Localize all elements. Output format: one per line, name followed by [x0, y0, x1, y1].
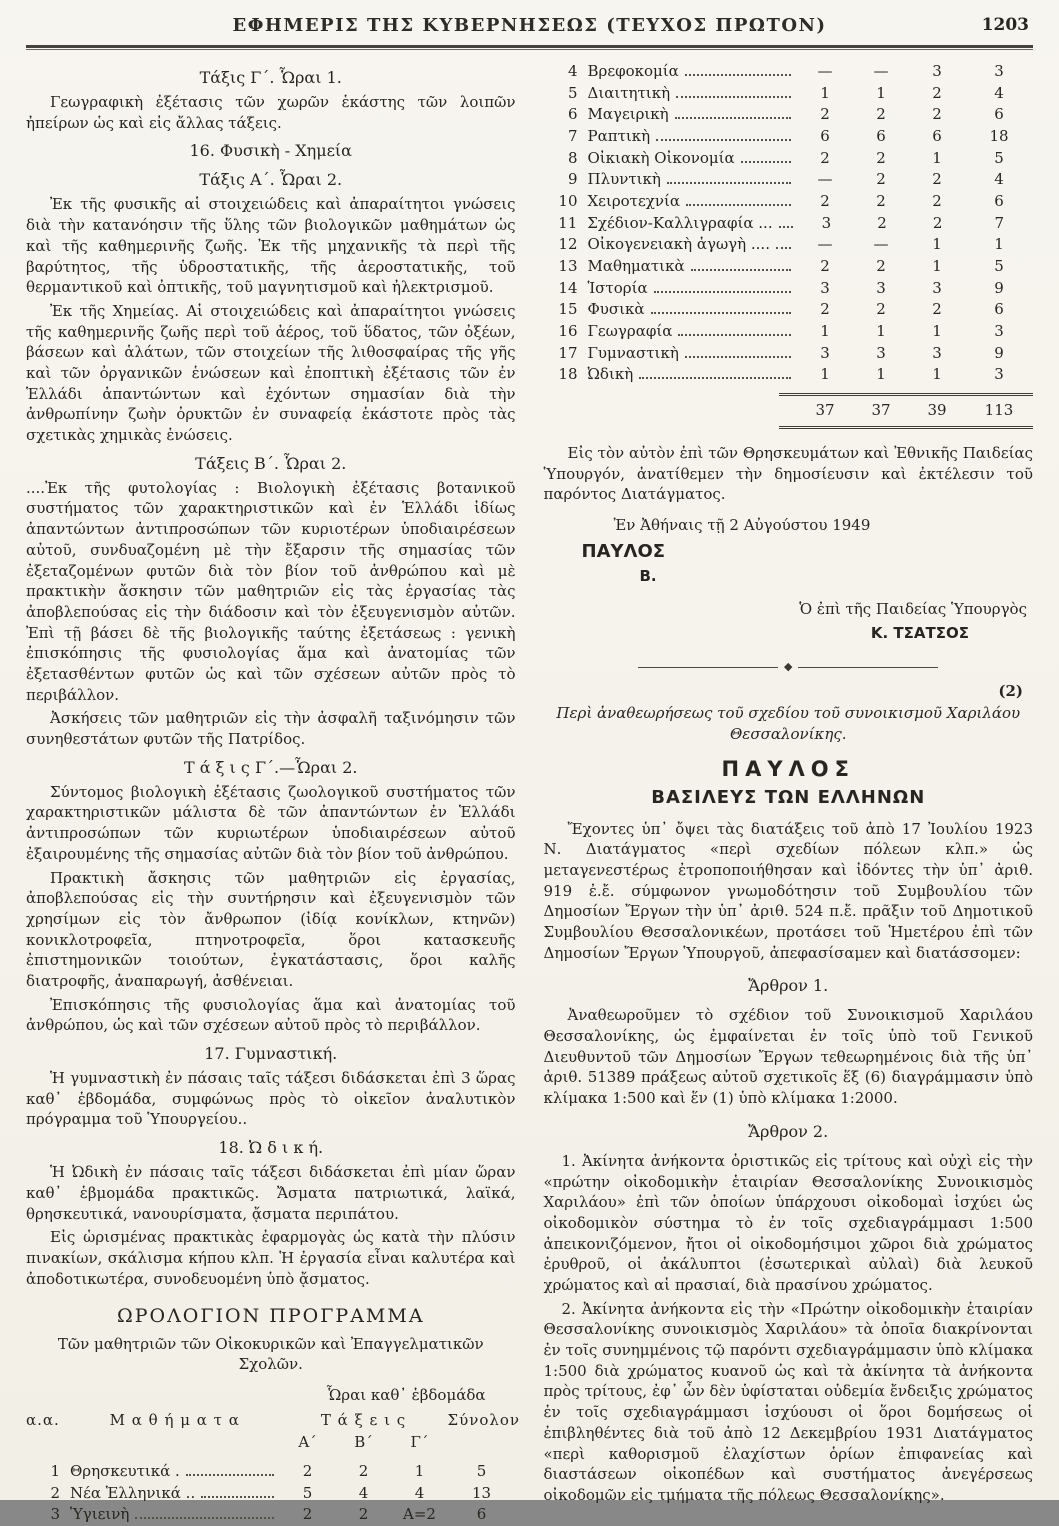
dot-leader — [685, 356, 791, 358]
hours-class-c: 1 — [932, 148, 942, 167]
hours-total: 1 — [994, 235, 1004, 254]
timetable-hours-label: Ὧραι καθ᾽ ἑβδομάδα — [326, 1385, 486, 1404]
article-2-paragraph-1: 1. Ἀκίνητα ἀνήκοντα ὁριστικῶς εἰς τρίτους καὶ οὐχὶ εἰς τὴν «πρώτην οἰκοδομικὴν ἑταιρίαν Θεσσαλονίκης Συνοικισμὸς Χαριλάου» ἐπὶ τῶν ὁποίων ὑπάρχουσι οἰκοδομαὶ ἰσχύει ὡς οἰκοδομικὸν σύστημα τὸ ἐν τοῖς σχεδιαγράμμασι 1:500 ἀπεικονιζόμενον, ἤτοι οἱ οἰκοδομήσιμοι χῶροι διὰ χρώματος ἐρυθροῦ, οἱ ἀκάλυπτοι (ἐσωτερικαὶ αὐλαὶ) διὰ λευκοῦ χρώματος καὶ αἱ πρασιαί, διὰ πρασίνου χρώματος. — [543, 1151, 1033, 1295]
timetable-rows-left — [26, 1461, 516, 1525]
paragraph: Ἀσκήσεις τῶν μαθητριῶν εἰς τὴν ἀσφαλῆ ταξινόμησιν τῶν συνηθεστάτων φυτῶν τῆς Πατρίδος. — [26, 709, 516, 749]
dot-leader — [656, 139, 791, 141]
timetable-row — [544, 278, 1034, 299]
timetable-column-headers — [26, 1410, 521, 1431]
subject-name: Ὑγιεινὴ — [70, 1505, 130, 1524]
timetable-row — [26, 1483, 516, 1504]
hours-class-b: 2 — [876, 105, 886, 124]
hours-class-a: 5 — [302, 1483, 313, 1502]
paragraph: Ἡ γυμναστικὴ ἐν πάσαις ταῖς τάξεσι διδάσκεται ἐπὶ 3 ὥρας καθ᾽ ἑβδομάδα, συμφώνως πρὸς τὸ οἰκεῖον ἀναλυτικὸν πρόγραμμα τοῦ Ὑπουργείου.. — [26, 1069, 516, 1129]
hours-total: 3 — [994, 61, 1004, 80]
subject-name: Γυμναστικὴ — [587, 343, 679, 362]
minister-title: Ὁ ἐπὶ τῆς Παιδείας Ὑπουργὸς — [799, 600, 1027, 619]
hours-class-c: 3 — [932, 61, 942, 80]
hours-total: 6 — [994, 300, 1004, 319]
hours-class-a: — — [817, 61, 833, 80]
paragraph: Ἐκ τῆς φυσικῆς αἱ στοιχειώδεις καὶ ἀπαραίτητοι γνώσεις διὰ τὴν κατανόησιν τῆς ὕλης τῶν βιολογικῶν μαθημάτων ὡς καὶ τῆς καθημερινῆς ζωῆς. Ἐκ τῆς μηχανικῆς τὰ περὶ τῆς βαρύτητος, τῆς ὑδροστατικῆς, τῆς ἀεροστατικῆς, τοῦ θερμαντικοῦ καὶ ὀπτικῆς, τοῦ μαγνητισμοῦ καὶ ἠλεκτρισμοῦ. — [26, 195, 516, 297]
subject-name: Διαιτητικὴ — [587, 83, 671, 102]
paragraph: Ἐπισκόπησις τῆς φυσιολογίας ἅμα καὶ ἀνατομίας τοῦ ἀνθρώπου, ὡς καὶ τῶν σχέσεων αὐτοῦ πρὸς τὸ περιβάλλον. — [26, 995, 516, 1035]
subject-name: Βρεφοκομία — [587, 61, 679, 80]
timetable-class-labels — [26, 1432, 516, 1453]
subject-name: Μαγειρικὴ — [587, 105, 669, 124]
king-name: ΠΑΥΛΟΣ — [721, 756, 855, 781]
article-2-heading: Ἄρθρον 2. — [748, 1121, 829, 1141]
hours-class-a: 1 — [820, 365, 830, 384]
row-index: 2 — [50, 1483, 60, 1502]
article-1-heading: Ἄρθρον 1. — [748, 976, 829, 996]
col-header-classes: Τ ά ξ ε ι ς — [320, 1410, 407, 1429]
dot-leader — [639, 377, 791, 379]
hours-class-a: 3 — [821, 213, 832, 232]
hours-class-c: Α=2 — [403, 1505, 436, 1524]
row-index: 11 — [558, 213, 578, 232]
hours-total: 6 — [994, 191, 1004, 210]
hours-class-c: 1 — [932, 235, 942, 254]
hours-total: 9 — [994, 278, 1004, 297]
timetable-row — [544, 299, 1034, 320]
subject-name: Οἰκιακὴ Οἰκονομία — [587, 148, 735, 167]
paragraph: Ἐκ τῆς Χημείας. Αἱ στοιχειώδεις καὶ ἀπαραίτητοι γνώσεις τῆς καθημερινῆς ζωῆς περὶ τοῦ ἀέρος, τοῦ ὕδατος, τῶν ὀξέων, βάσεων καὶ ἁλάτων, τῶν στοιχείων τῆς λιθοσφαίρας τῆς γῆς καὶ τῶν ὀργανικῶν ἑνώσεων καὶ ἐποπτικὴ ἐξέτασις τῶν ἐν Ἑλλάδι ἀπαντώντων καὶ ἐχόντων σημασίαν διὰ τὴν ἀνθρωπίνην ζωὴν ὀρυκτῶν ἐν συναφείᾳ ἑκάστοτε πρὸς τὰς σχετικὰς χημικὰς ἑνώσεις. — [26, 301, 516, 444]
delegation-paragraph: Εἰς τὸν αὐτὸν ἐπὶ τῶν Θρησκευμάτων καὶ Ἐθνικῆς Παιδείας Ὑπουργόν, ἀνατίθεμεν τὴν δημοσίευσιν καὶ ἐκτέλεσιν τοῦ παρόντος Διατάγματος. — [543, 443, 1033, 504]
hours-class-a: 3 — [820, 278, 830, 297]
dot-leader — [686, 204, 791, 206]
dot-leader — [779, 226, 793, 228]
hours-class-a: 2 — [820, 191, 830, 210]
hours-class-c: 1 — [932, 322, 942, 341]
paragraph: Σύντομος βιολογικὴ ἐξέτασις ζωολογικοῦ συστήματος τῶν χαρακτηριστικῶν μάλιστα δὲ τῶν ἀπαντώντων ἐν Ἑλλάδι ἀντιπροσώπων τῶν κυριωτέρων ὑποδιαιρέσεων αὐτοῦ ἐξαιρουμένης τῆς σημασίας αὐτῶν διὰ τὸν βίον τοῦ ἀνθρώπου. — [26, 782, 516, 863]
dot-leader — [675, 117, 791, 119]
subject-name: Οἰκογενειακὴ ἀγωγὴ .... — [587, 235, 770, 254]
col-header-total: Σύνολον — [447, 1410, 521, 1429]
diamond-icon: ◆ — [784, 660, 793, 674]
hours-class-c: 2 — [932, 83, 942, 102]
total-class-c: 39 — [927, 401, 947, 420]
king-title: ΒΑΣΙΛΕΥΣ ΤΩΝ ΕΛΛΗΝΩΝ — [651, 786, 926, 808]
left-column — [26, 60, 521, 1526]
signature-date: Ἐν Ἀθήναις τῇ 2 Αὐγούστου 1949 — [613, 515, 871, 534]
subject-name: Θρησκευτικά . — [70, 1462, 180, 1481]
timetable-row — [544, 343, 1034, 364]
hours-class-b: 2 — [358, 1505, 369, 1524]
timetable-totals-box — [779, 393, 1033, 429]
article-1-text: Ἀναθεωροῦμεν τὸ σχέδιον τοῦ Συνοικισμοῦ Χαριλάου Θεσσαλονίκης, ὡς ἐμφαίνεται ἐν τοῖς ὑπὸ τοῦ Γενικοῦ Διευθυντοῦ τῶν Δημοσίων Ἔργων τεθεωρημένοις διὰ τῆς ὑπ᾽ ἀριθ. 51389 πράξεως αὐτοῦ σχετικοῖς ἕξ (6) διαγράμμασιν ὑπὸ κλίμακα 1:500 καὶ ἕν (1) ὑπὸ κλίμακα 1:2000. — [543, 1006, 1033, 1108]
dot-leader — [691, 269, 791, 271]
hours-class-c: 3 — [932, 278, 942, 297]
hours-total: 7 — [994, 213, 1005, 232]
two-column-layout — [26, 60, 1033, 1526]
dot-leader — [651, 312, 791, 314]
subject-name: Νέα Ἑλληνικά .. — [70, 1483, 196, 1502]
timetable-title: ΩΡΟΛΟΓΙΟΝ ΠΡΟΓΡΑΜΜΑ — [116, 1305, 425, 1328]
heading-class-b-hours2: Τάξεις Β΄. Ὧραι 2. — [195, 453, 347, 473]
hours-class-b: — — [873, 61, 889, 80]
row-index: 18 — [558, 365, 578, 384]
hours-total: 6 — [994, 105, 1004, 124]
divider-line — [638, 667, 778, 668]
hours-total: 3 — [994, 365, 1004, 384]
paragraph: Εἰς ὡρισμένας πρακτικὰς ἐφαρμογὰς ὡς κατὰ τὴν πλύσιν πινακίων, σκάλισμα κήπου κλπ. Ἡ ἐργασία εἶναι καλυτέρα καὶ ἀποδοτικωτέρα, συνοδευομένη ὑπὸ ᾄσματος. — [26, 1228, 516, 1288]
header-rule — [26, 45, 1033, 50]
heading-subject-17: 17. Γυμναστική. — [204, 1044, 338, 1064]
hours-class-c: 2 — [932, 300, 942, 319]
dot-leader — [741, 161, 791, 163]
subject-name: Πλυντικὴ — [587, 170, 661, 189]
heading-subject-16: 16. Φυσικὴ - Χημεία — [189, 141, 352, 161]
gazette-title: ΕΦΗΜΕΡΙΣ ΤΗΣ ΚΥΒΕΡΝΗΣΕΩΣ (ΤΕΥΧΟΣ ΠΡΩΤΟΝ) — [232, 15, 827, 36]
king-signature: ΠΑΥΛΟΣ — [581, 540, 666, 562]
row-index: 7 — [567, 126, 578, 145]
hours-class-b: 1 — [876, 83, 886, 102]
hours-class-c: 2 — [932, 170, 942, 189]
king-initial: Β. — [639, 567, 657, 586]
right-column — [544, 60, 1034, 1526]
timetable-row — [544, 213, 1034, 234]
hours-class-a: 3 — [820, 343, 830, 362]
article-2-paragraph-2: 2. Ἀκίνητα ἀνήκοντα εἰς τὴν «Πρώτην οἰκοδομικὴν ἑταιρίαν Θεσσαλονίκης συνοικισμὸς Χαριλάου» τὰ ὁποῖα διακρίνονται ἐν τοῖς συνημμένοις τῷ παρόντι σχεδιαγράμμασιν ὑπὸ κλίμακα 1:500 διὰ χρώματος κυανοῦ ὡς καὶ τὰ ἀκίνητα τὰ ἀνήκοντα πρὸς τρίτους, ἐφ᾽ ὧν δὲν ὑφίσταται οὐδεμία ἔνδειξις χρώματος ἐν τοῖς σχεδιαγράμμασι ἰσχύουσι οἱ ὅροι δομήσεως οἱ ἐπιβληθέντες διὰ τοῦ ἀπὸ 12 Δεκεμβρίου 1931 Διατάγματος «περὶ καθορισμοῦ ἐλαχίστων ὁρίων ἐπιφανείας καὶ διαστάσεων οἰκοπέδων καὶ συστήματος ἀνεγέρσεως οἰκοδομῶν εἰς τμήματα τῆς πόλεως Θεσσαλονίκης». — [543, 1299, 1033, 1504]
timetable-row — [544, 126, 1034, 147]
timetable-row — [544, 364, 1034, 385]
paragraph: Πρακτικὴ ἄσκησις τῶν μαθητριῶν εἰς ἐργασίας, ἀποβλεπούσας εἰς τὴν συντήρησιν καὶ ἐξευγενισμὸν τῶν χρησίμων εἰς τὸν ἄνθρωπον (ἰδίᾳ κονίκλων, κτηνῶν) κονικλοτροφεῖα, πτηνοτροφεῖα, ὅροι κατασκευῆς ἐπιστημονικῶν τοιούτων, ἐγκατάστασις, ὅροι καλῆς διατροφῆς, ἀναπαρωγή, ἀσθένειαι. — [26, 868, 516, 990]
hours-total: 5 — [994, 148, 1004, 167]
hours-class-b: 3 — [876, 278, 886, 297]
timetable-row — [544, 321, 1034, 342]
dot-leader — [186, 1474, 274, 1476]
subject-name: Γεωγραφία — [587, 322, 673, 341]
hours-class-a: 2 — [820, 105, 830, 124]
section-divider — [638, 659, 938, 674]
class-label-a: Α΄ — [298, 1433, 317, 1452]
hours-total: 18 — [989, 126, 1009, 145]
row-index: 4 — [567, 61, 578, 80]
row-index: 9 — [567, 170, 578, 189]
hours-class-a: 1 — [820, 83, 830, 102]
row-index: 6 — [567, 105, 578, 124]
dot-leader — [678, 334, 791, 336]
heading-subject-18: 18. Ὠ δ ι κ ή. — [218, 1138, 324, 1158]
timetable-row — [26, 1504, 516, 1525]
hours-total: 5 — [476, 1462, 487, 1481]
hours-class-a: — — [817, 235, 833, 254]
hours-class-c: 4 — [414, 1483, 425, 1502]
timetable-totals-row — [544, 393, 1034, 429]
timetable-row — [544, 104, 1034, 125]
dot-leader — [135, 1517, 273, 1519]
hours-class-b: — — [873, 235, 889, 254]
hours-class-b: 2 — [876, 170, 886, 189]
class-label-c: Γ΄ — [410, 1433, 429, 1452]
hours-total: 3 — [994, 322, 1004, 341]
dot-leader — [201, 1496, 273, 1498]
hours-class-c: 2 — [932, 105, 942, 124]
hours-class-c: 2 — [932, 191, 942, 210]
heading-class-c-hours1: Τάξις Γ΄. Ὧραι 1. — [199, 67, 342, 87]
class-label-b: Β΄ — [354, 1433, 373, 1452]
row-index: 13 — [558, 257, 578, 276]
row-index: 14 — [558, 278, 578, 297]
hours-class-c: 6 — [932, 126, 942, 145]
paragraph: Γεωγραφικὴ ἐξέτασις τῶν χωρῶν ἑκάστης τῶν λοιπῶν ἠπείρων ὡς καὶ εἰς ἄλλας τάξεις. — [26, 92, 516, 132]
hours-class-a: 2 — [820, 257, 830, 276]
hours-class-b: 2 — [876, 148, 886, 167]
hours-total: 13 — [471, 1483, 492, 1502]
row-index: 5 — [567, 83, 578, 102]
paragraph: Ἡ Ὠδικὴ ἐν πάσαις ταῖς τάξεσι διδάσκεται ἐπὶ μίαν ὥραν καθ᾽ ἑβμομάδα πρακτικῶς. Ἄσματα πατριωτικά, λαϊκά, θρησκευτικά, νανουρίσματα, ᾄσματα περιπάτου. — [26, 1163, 516, 1223]
hours-class-c: 2 — [932, 213, 943, 232]
subject-name: Μαθηματικὰ — [587, 257, 685, 276]
hours-class-c: 3 — [932, 343, 942, 362]
hours-class-b: 3 — [876, 343, 886, 362]
timetable-subtitle: Τῶν μαθητριῶν τῶν Οἰκοκυρικῶν καὶ Ἐπαγγελματικῶν Σχολῶν. — [57, 1334, 484, 1374]
heading-class-a-hours2: Τάξις Α΄. Ὧραι 2. — [199, 170, 343, 190]
timetable-row — [544, 148, 1034, 169]
hours-class-b: 2 — [876, 191, 886, 210]
total-class-b: 37 — [871, 401, 891, 420]
dot-leader — [667, 182, 791, 184]
hours-class-a: 2 — [820, 300, 830, 319]
decree-number: (2) — [998, 681, 1023, 700]
hours-total: 4 — [994, 170, 1004, 189]
hours-total: 4 — [994, 83, 1004, 102]
hours-class-b: 2 — [358, 1462, 369, 1481]
hours-class-b: 2 — [877, 213, 887, 232]
hours-class-b: 2 — [876, 300, 886, 319]
row-index: 3 — [50, 1505, 60, 1524]
subject-name: Σχέδιον-Καλλιγραφία ... — [587, 213, 773, 232]
hours-class-c: 1 — [414, 1462, 425, 1481]
hours-total: 9 — [994, 343, 1004, 362]
timetable-row — [544, 61, 1034, 82]
total-class-a: 37 — [815, 401, 835, 420]
timetable-row — [544, 83, 1034, 104]
dot-leader — [685, 74, 791, 76]
hours-class-c: 1 — [932, 257, 942, 276]
preamble-paragraph: Ἔχοντες ὑπ᾽ ὄψει τὰς διατάξεις τοῦ ἀπὸ 17 Ἰουλίου 1923 Ν. Διατάγματος «περὶ σχεδίων πόλεων κλπ.» ὡς μεταγενεστέρως ἐτροποποιήθησαν καὶ ἰδόντες τὴν ὑπ᾽ ἀριθ. 919 ἐ.ἔ. σύμφωνον γνωμοδότησιν τοῦ Συμβουλίου τῶν Δημοσίων Ἔργων τὴν ὑπ᾽ ἀριθ. 524 π.ἔ. πρᾶξιν τοῦ Δημοτικοῦ Συμβουλίου Θεσσαλονικέων, προτάσει τοῦ Ἡμετέρου ἐπὶ τῶν Δημοσίων Ἔργων Ὑπουργοῦ, ἀπεφασίσαμεν καὶ διατάσσομεν: — [543, 819, 1033, 962]
page-header — [26, 12, 1033, 43]
minister-name: Κ. ΤΣΑΤΣΟΣ — [870, 623, 969, 642]
dot-leader — [654, 291, 791, 293]
hours-class-a: 2 — [302, 1505, 313, 1524]
hours-class-c: 1 — [932, 365, 942, 384]
subject-name: Ὠδικὴ — [587, 365, 634, 384]
hours-class-a: 2 — [820, 148, 830, 167]
hours-class-a: — — [817, 170, 833, 189]
row-index: 17 — [558, 343, 578, 362]
hours-class-b: 6 — [876, 126, 886, 145]
hours-total: 6 — [476, 1505, 487, 1524]
timetable-row — [544, 256, 1034, 277]
timetable-rows-right — [544, 61, 1034, 385]
row-index: 8 — [567, 148, 578, 167]
hours-class-b: 4 — [358, 1483, 369, 1502]
subject-name: Ἱστορία — [587, 278, 648, 297]
col-header-index: α.α. — [26, 1410, 60, 1429]
row-index: 10 — [558, 191, 578, 210]
hours-class-b: 1 — [876, 365, 886, 384]
heading-class-c-hours2: Τ ά ξ ι ς Γ΄.—Ὧραι 2. — [184, 757, 358, 777]
subject-name: Ραπτικὴ — [587, 126, 651, 145]
hours-class-a: 6 — [820, 126, 830, 145]
hours-total: 5 — [994, 257, 1004, 276]
divider-line — [798, 667, 938, 668]
subject-name: Χειροτεχνία — [587, 191, 680, 210]
timetable-row — [544, 191, 1034, 212]
decree-subject: Περὶ ἀναθεωρήσεως τοῦ σχεδίου τοῦ συνοικισμοῦ Χαριλάου Θεσσαλονίκης. — [556, 704, 1021, 744]
subject-name: Φυσικὰ — [587, 300, 645, 319]
paragraph: ....Ἐκ τῆς φυτολογίας : Βιολογικὴ ἐξέτασις βοτανικοῦ συστήματος τῶν χαρακτηριστικῶν καὶ ἐν Ἑλλάδι ἰδίως ἀπαντώντων ἀντιπροσώπων τῶν κυριοτέρων ὑποδιαιρέσεων αὐτοῦ, συνδυαζομένη μὲ τὴν ἔξαρσιν τῆς σημασίας τῶν ἐξεταζομένων φυτῶν διὰ τὸν βίον τοῦ ἀνθρώπου καὶ μὲ πρακτικὴν ἄσκησιν τῶν μαθητριῶν εἰς τὰς ἐργασίας τὰς ἀποβλεπούσας εἰς τὴν διάδοσιν καὶ τὸν ἐξευγενισμὸν αὐτῶν. Ἐπὶ τῇ βάσει δὲ τῆς βιολογικῆς ταύτης ἐξετάσεως : γενικὴ ἐπισκόπησις τῆς φυσιολογίας ἅμα καὶ ἀνατομίας τῶν ἐξετασθέντων φυτῶν ὡς καὶ τῶν σχέσεων αὐτῶν πρὸς τὸ περιβάλλον. — [26, 478, 516, 704]
row-index: 15 — [558, 300, 578, 319]
hours-class-a: 1 — [820, 322, 830, 341]
total-grand: 113 — [984, 401, 1014, 420]
dot-leader — [676, 96, 791, 98]
hours-class-a: 2 — [302, 1462, 313, 1481]
hours-class-b: 1 — [876, 322, 886, 341]
timetable-row — [26, 1461, 516, 1482]
col-header-subjects: Μ α θ ή μ α τ α — [109, 1410, 240, 1429]
row-index: 12 — [558, 235, 578, 254]
timetable-row — [544, 169, 1034, 190]
timetable-row — [544, 234, 1034, 255]
page-number: 1203 — [981, 15, 1029, 35]
row-index: 1 — [50, 1462, 60, 1481]
dot-leader — [776, 247, 791, 249]
hours-class-b: 2 — [876, 257, 886, 276]
row-index: 16 — [558, 322, 578, 341]
